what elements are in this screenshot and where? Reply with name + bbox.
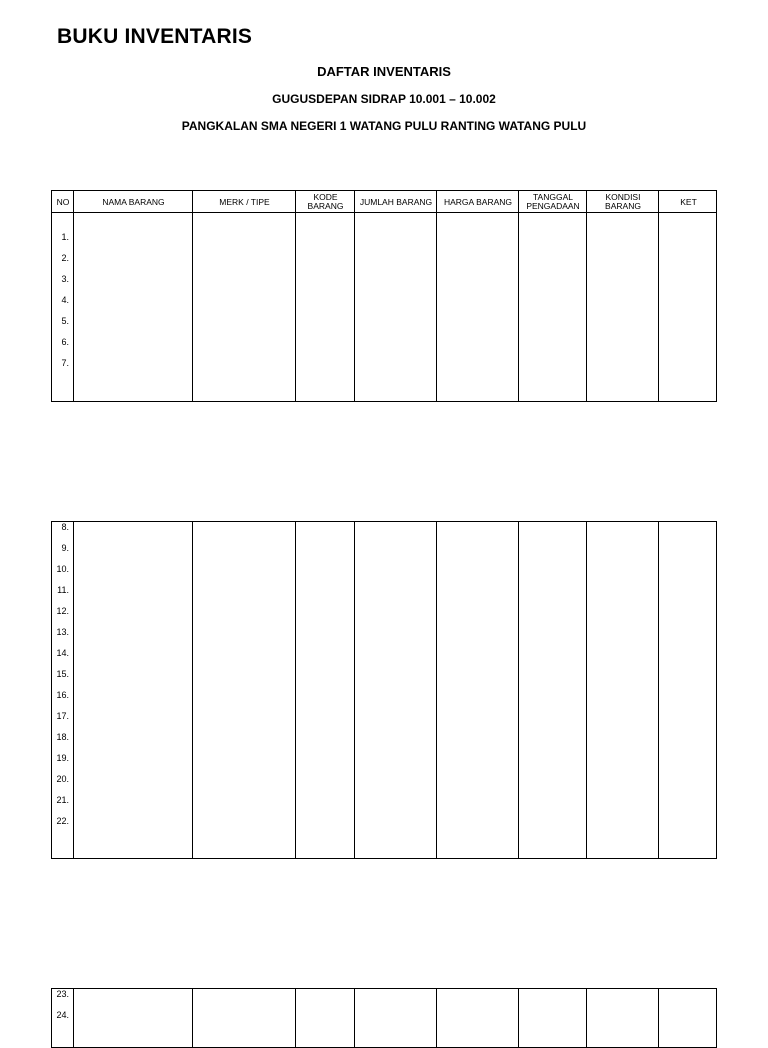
row-number: 12. [56,606,69,616]
column-divider [658,191,659,401]
column-header: MERK / TIPE [219,196,270,207]
column-divider [658,522,659,858]
column-divider [192,522,193,858]
column-divider [192,989,193,1047]
row-number: 8. [61,522,69,532]
column-divider [295,522,296,858]
row-number: 4. [61,295,69,305]
row-number: 10. [56,564,69,574]
column-header: NAMA BARANG [102,196,165,207]
row-number: 11. [57,585,69,595]
row-number: 7. [61,358,69,368]
column-divider [518,191,519,401]
row-number: 9. [61,543,69,553]
column-header: NO [56,196,70,207]
list-heading: DAFTAR INVENTARIS [317,64,451,79]
row-number: 20. [56,774,69,784]
column-divider [518,522,519,858]
row-number: 22. [56,816,69,826]
inventory-table-part-3 [51,988,717,1048]
column-divider [73,191,74,401]
column-divider [658,989,659,1047]
document-title: BUKU INVENTARIS [57,25,253,48]
row-number: 17. [56,711,69,721]
column-divider [436,989,437,1047]
gugusdepan-subheading: GUGUSDEPAN SIDRAP 10.001 – 10.002 [272,92,496,106]
inventory-table-part-2 [51,521,717,859]
column-divider [436,522,437,858]
column-header: KET [680,196,697,207]
column-divider [586,191,587,401]
column-divider [586,522,587,858]
column-divider [354,989,355,1047]
column-divider [586,989,587,1047]
pangkalan-subheading: PANGKALAN SMA NEGERI 1 WATANG PULU RANTING WATANG PULU [181,119,587,133]
row-number: 6. [61,337,69,347]
row-number: 14. [56,648,69,658]
row-number: 15. [56,669,69,679]
column-header: KODE BARANG [307,192,344,211]
column-header: JUMLAH BARANG [359,196,433,207]
row-number: 23. [56,989,69,999]
column-divider [295,989,296,1047]
column-divider [354,522,355,858]
column-header: KONDISI BARANG [605,192,641,211]
column-divider [192,191,193,401]
row-number: 16. [56,690,69,700]
row-number: 19. [56,753,69,763]
row-number: 3. [61,274,69,284]
row-number: 1. [61,232,69,242]
row-number: 24. [56,1010,69,1020]
column-divider [73,522,74,858]
column-header: HARGA BARANG [443,196,513,207]
row-number: 21. [56,795,69,805]
column-divider [436,191,437,401]
row-number: 2. [61,253,69,263]
inventory-table-part-1 [51,190,717,402]
column-divider [73,989,74,1047]
column-divider [295,191,296,401]
column-divider [354,191,355,401]
column-header: TANGGAL PENGADAAN [526,192,580,211]
column-divider [518,989,519,1047]
row-number: 18. [56,732,69,742]
row-number: 13. [56,627,69,637]
row-number: 5. [61,316,69,326]
